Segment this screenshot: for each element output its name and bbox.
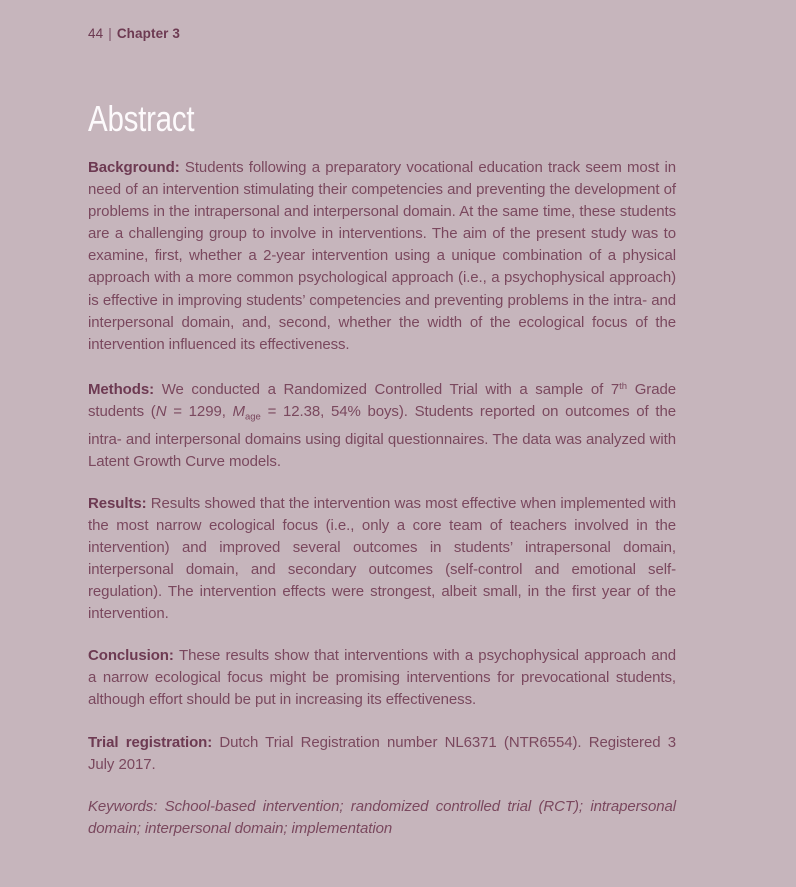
text-segment: Results showed that the intervention was most effective when implemented with the most narrow ecological focus (i.e., only a core team of teachers involved in the intervention) and improved several outcomes in students’ intrapersonal domain, interpersonal domain, and secondary outcomes (self-control and emotional self-regulation). The intervention effects were strongest, albeit small, in the first year of the intervention.	[88, 494, 676, 623]
page-title: Abstract	[88, 98, 195, 139]
text-segment: th	[619, 380, 628, 392]
text-segment: M	[232, 402, 245, 420]
text-segment: Results:	[88, 494, 151, 512]
text-segment: Students following a preparatory vocational education track seem most in need of an intervention stimulating their competencies and preventing the development of problems in the intrapersonal and interpersonal domain. At the same time, these students are a challenging group to involve in interventions. The aim of the present study was to examine, first, whether a 2-year intervention using a unique combination of a physical approach with a more common psychological approach (i.e., a psychophysical approach) is effective in improving students’ competencies and preventing problems in the intra- and interpersonal domain, and, second, whether the width of the ecological focus of the intervention influenced its effectiveness.	[88, 159, 677, 353]
text-segment: N	[155, 402, 167, 420]
text-segment: Conclusion:	[88, 647, 179, 665]
page-number: 44	[88, 26, 104, 41]
text-segment: age	[244, 411, 261, 423]
text-segment: These results show that interventions with a psychophysical approach and a narrow ecological focus might be promising interventions for prevocational students, although effort should be put in increasing its effectiveness.	[88, 647, 676, 709]
chapter-label: Chapter 3	[116, 26, 180, 41]
text-segment: Grade students (	[88, 380, 676, 420]
text-segment: = 12.38, 54% boys). Students reported on outcomes of the intra- and interpersonal domains using digital questionnaires. The data was analyzed with Latent Growth Curve models.	[88, 402, 676, 470]
text-segment: Methods:	[88, 380, 162, 398]
paragraph-trial-registration	[88, 732, 676, 776]
text-segment: We conducted a Randomized Controlled Trial with a sample of 7	[161, 380, 620, 398]
paragraph-conclusion	[88, 645, 676, 711]
text-segment: Trial registration:	[88, 733, 220, 751]
running-header	[88, 26, 180, 41]
paragraph-background	[88, 157, 676, 356]
abstract-body	[88, 157, 676, 840]
text-segment: = 1299,	[166, 402, 233, 420]
paragraph-methods	[88, 376, 676, 473]
text-segment: Background:	[88, 159, 185, 176]
text-segment: Dutch Trial Registration number NL6371 (NTR6554). Registered 3 July 2017.	[88, 733, 676, 773]
paragraph-results	[88, 493, 676, 626]
text-segment: Keywords: School-based intervention; randomized controlled trial (RCT); intrapersonal domain; interpersonal domain; implementation	[88, 797, 676, 837]
header-separator: |	[108, 26, 112, 41]
paragraph-keywords	[88, 796, 676, 840]
